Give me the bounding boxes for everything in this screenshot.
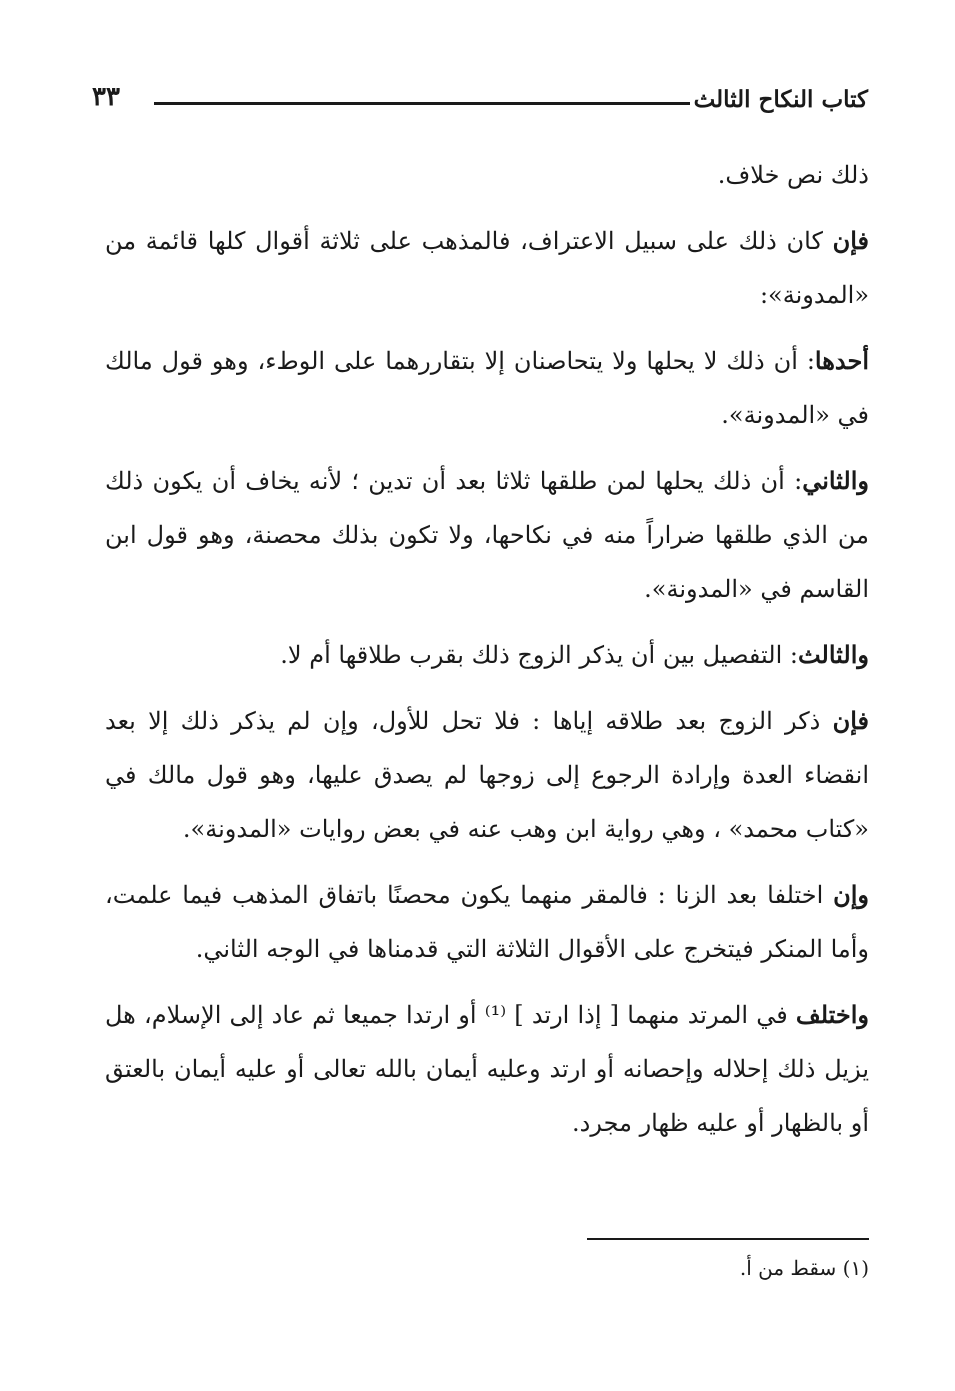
paragraph-lead: والثاني [802, 466, 869, 495]
paragraph-lead: فإن [832, 226, 869, 255]
paragraph-text: : أن ذلك لا يحلها ولا يتحاصنان إلا بتقاررهما على الوطء، وهو قول مالك في «المدونة». [105, 347, 869, 429]
paragraph-text: في المرتد منهما [ إذا ارتد ] ⁽¹⁾ أو ارتدا جميعا ثم عاد إلى الإسلام، هل يزيل ذلك إحلاله وإحصانه أو ارتد وعليه أيمان بالله تعالى أو عليه أيمان بالعتق أو بالظهار أو عليه ظهار مجرد. [105, 1001, 869, 1137]
header-rule [154, 102, 690, 105]
paragraph-lead: وإن [833, 880, 869, 909]
paragraph-text: ذلك نص خلاف. [717, 161, 869, 189]
paragraph [105, 694, 869, 856]
paragraph [105, 868, 869, 976]
footnote-rule [587, 1238, 869, 1240]
paragraph-text: : التفصيل بين أن يذكر الزوج ذلك بقرب طلاقها أم لا. [280, 641, 798, 669]
paragraph-text: ذكر الزوج بعد طلاقه إياها : فلا تحل للأول، وإن لم يذكر ذلك إلا بعد انقضاء العدة وإرادة الرجوع إلى زوجها لم يصدق عليها، وهو قول مالك في «كتاب محمد» ، وهي رواية ابن وهب عنه في بعض روايات «المدونة». [105, 707, 869, 843]
paragraph [105, 334, 869, 442]
paragraph-text: اختلفا بعد الزنا : فالمقر منهما يكون محصنًا باتفاق المذهب فيما علمت، وأما المنكر فيتخرج على الأقوال الثلاثة التي قدمناها في الوجه الثاني. [105, 881, 869, 963]
header-title: كتاب النكاح الثالث [693, 86, 868, 113]
paragraph-lead: والثالث [797, 640, 869, 669]
paragraph [105, 214, 869, 322]
body-text [105, 148, 869, 1162]
paragraph-lead: فإن [832, 706, 869, 735]
paragraph [105, 628, 869, 682]
running-header [92, 82, 868, 122]
paragraph-text: : أن ذلك يحلها لمن طلقها ثلاثا بعد أن تدين ؛ لأنه يخاف أن يكون ذلك من الذي طلقها ضراراً منه في نكاحها، ولا تكون بذلك محصنة، وهو قول ابن القاسم في «المدونة». [105, 467, 869, 603]
paragraph-lead: واختلف [795, 1000, 869, 1029]
paragraph-text: كان ذلك على سبيل الاعتراف، فالمذهب على ثلاثة أقوال كلها قائمة من «المدونة»: [105, 227, 869, 309]
paragraph [105, 988, 869, 1150]
footnote: (١) سقط من أ. [739, 1256, 869, 1280]
page-number: ٣٣ [92, 82, 120, 112]
paragraph [105, 148, 869, 202]
paragraph [105, 454, 869, 616]
paragraph-lead: أحدها [814, 346, 869, 375]
